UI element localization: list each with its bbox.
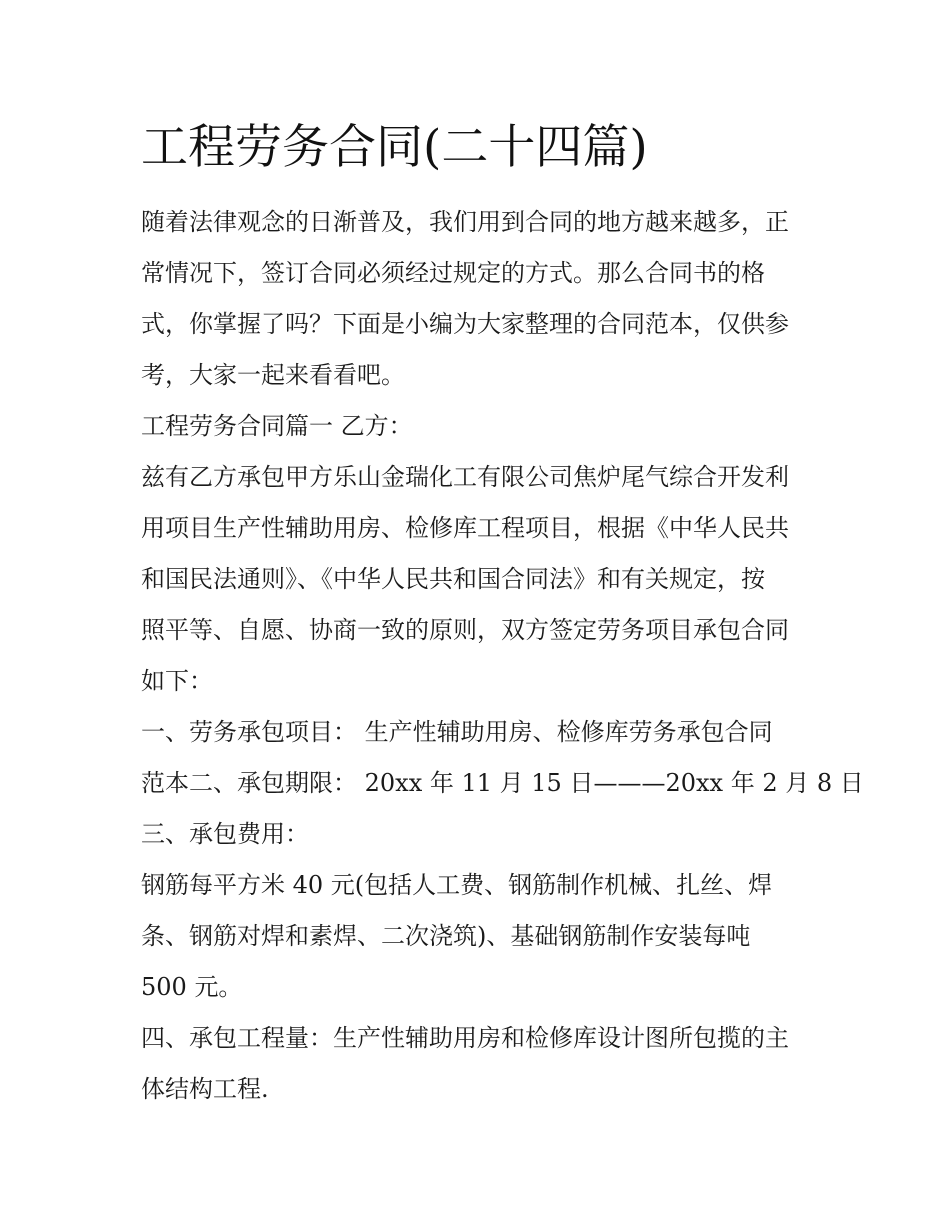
body-line: 一、劳务承包项目： 生产性辅助用房、检修库劳务承包合同	[141, 718, 773, 746]
body-line: 随着法律观念的日渐普及，我们用到合同的地方越来越多，正	[141, 208, 789, 236]
body-line: 兹有乙方承包甲方乐山金瑞化工有限公司焦炉尾气综合开发利	[141, 463, 789, 491]
body-line: 钢筋每平方米 40 元(包括人工费、钢筋制作机械、扎丝、焊	[141, 871, 773, 899]
body-line: 体结构工程.	[141, 1075, 269, 1103]
body-line: 式，你掌握了吗？下面是小编为大家整理的合同范本，仅供参	[141, 310, 789, 338]
body-line: 三、承包费用：	[141, 820, 309, 848]
document-title: 工程劳务合同(二十四篇)	[141, 120, 648, 175]
body-line: 用项目生产性辅助用房、检修库工程项目，根据《中华人民共	[141, 514, 789, 542]
body-line: 范本二、承包期限： 20xx 年 11 月 15 日———20xx 年 2 月 8 日	[141, 769, 864, 797]
body-line: 500 元。	[141, 973, 243, 1001]
body-line: 四、承包工程量：生产性辅助用房和检修库设计图所包揽的主	[141, 1024, 789, 1052]
section-heading: 工程劳务合同篇一 乙方：	[141, 412, 413, 440]
body-line: 如下：	[141, 667, 213, 695]
body-line: 条、钢筋对焊和素焊、二次浇筑)、基础钢筋制作安装每吨	[141, 922, 751, 950]
body-line: 和国民法通则》、《中华人民共和国合同法》和有关规定，按	[141, 565, 765, 593]
body-line: 常情况下，签订合同必须经过规定的方式。那么合同书的格	[141, 259, 765, 287]
body-line: 照平等、自愿、协商一致的原则，双方签定劳务项目承包合同	[141, 616, 789, 644]
body-line: 考，大家一起来看看吧。	[141, 361, 405, 389]
